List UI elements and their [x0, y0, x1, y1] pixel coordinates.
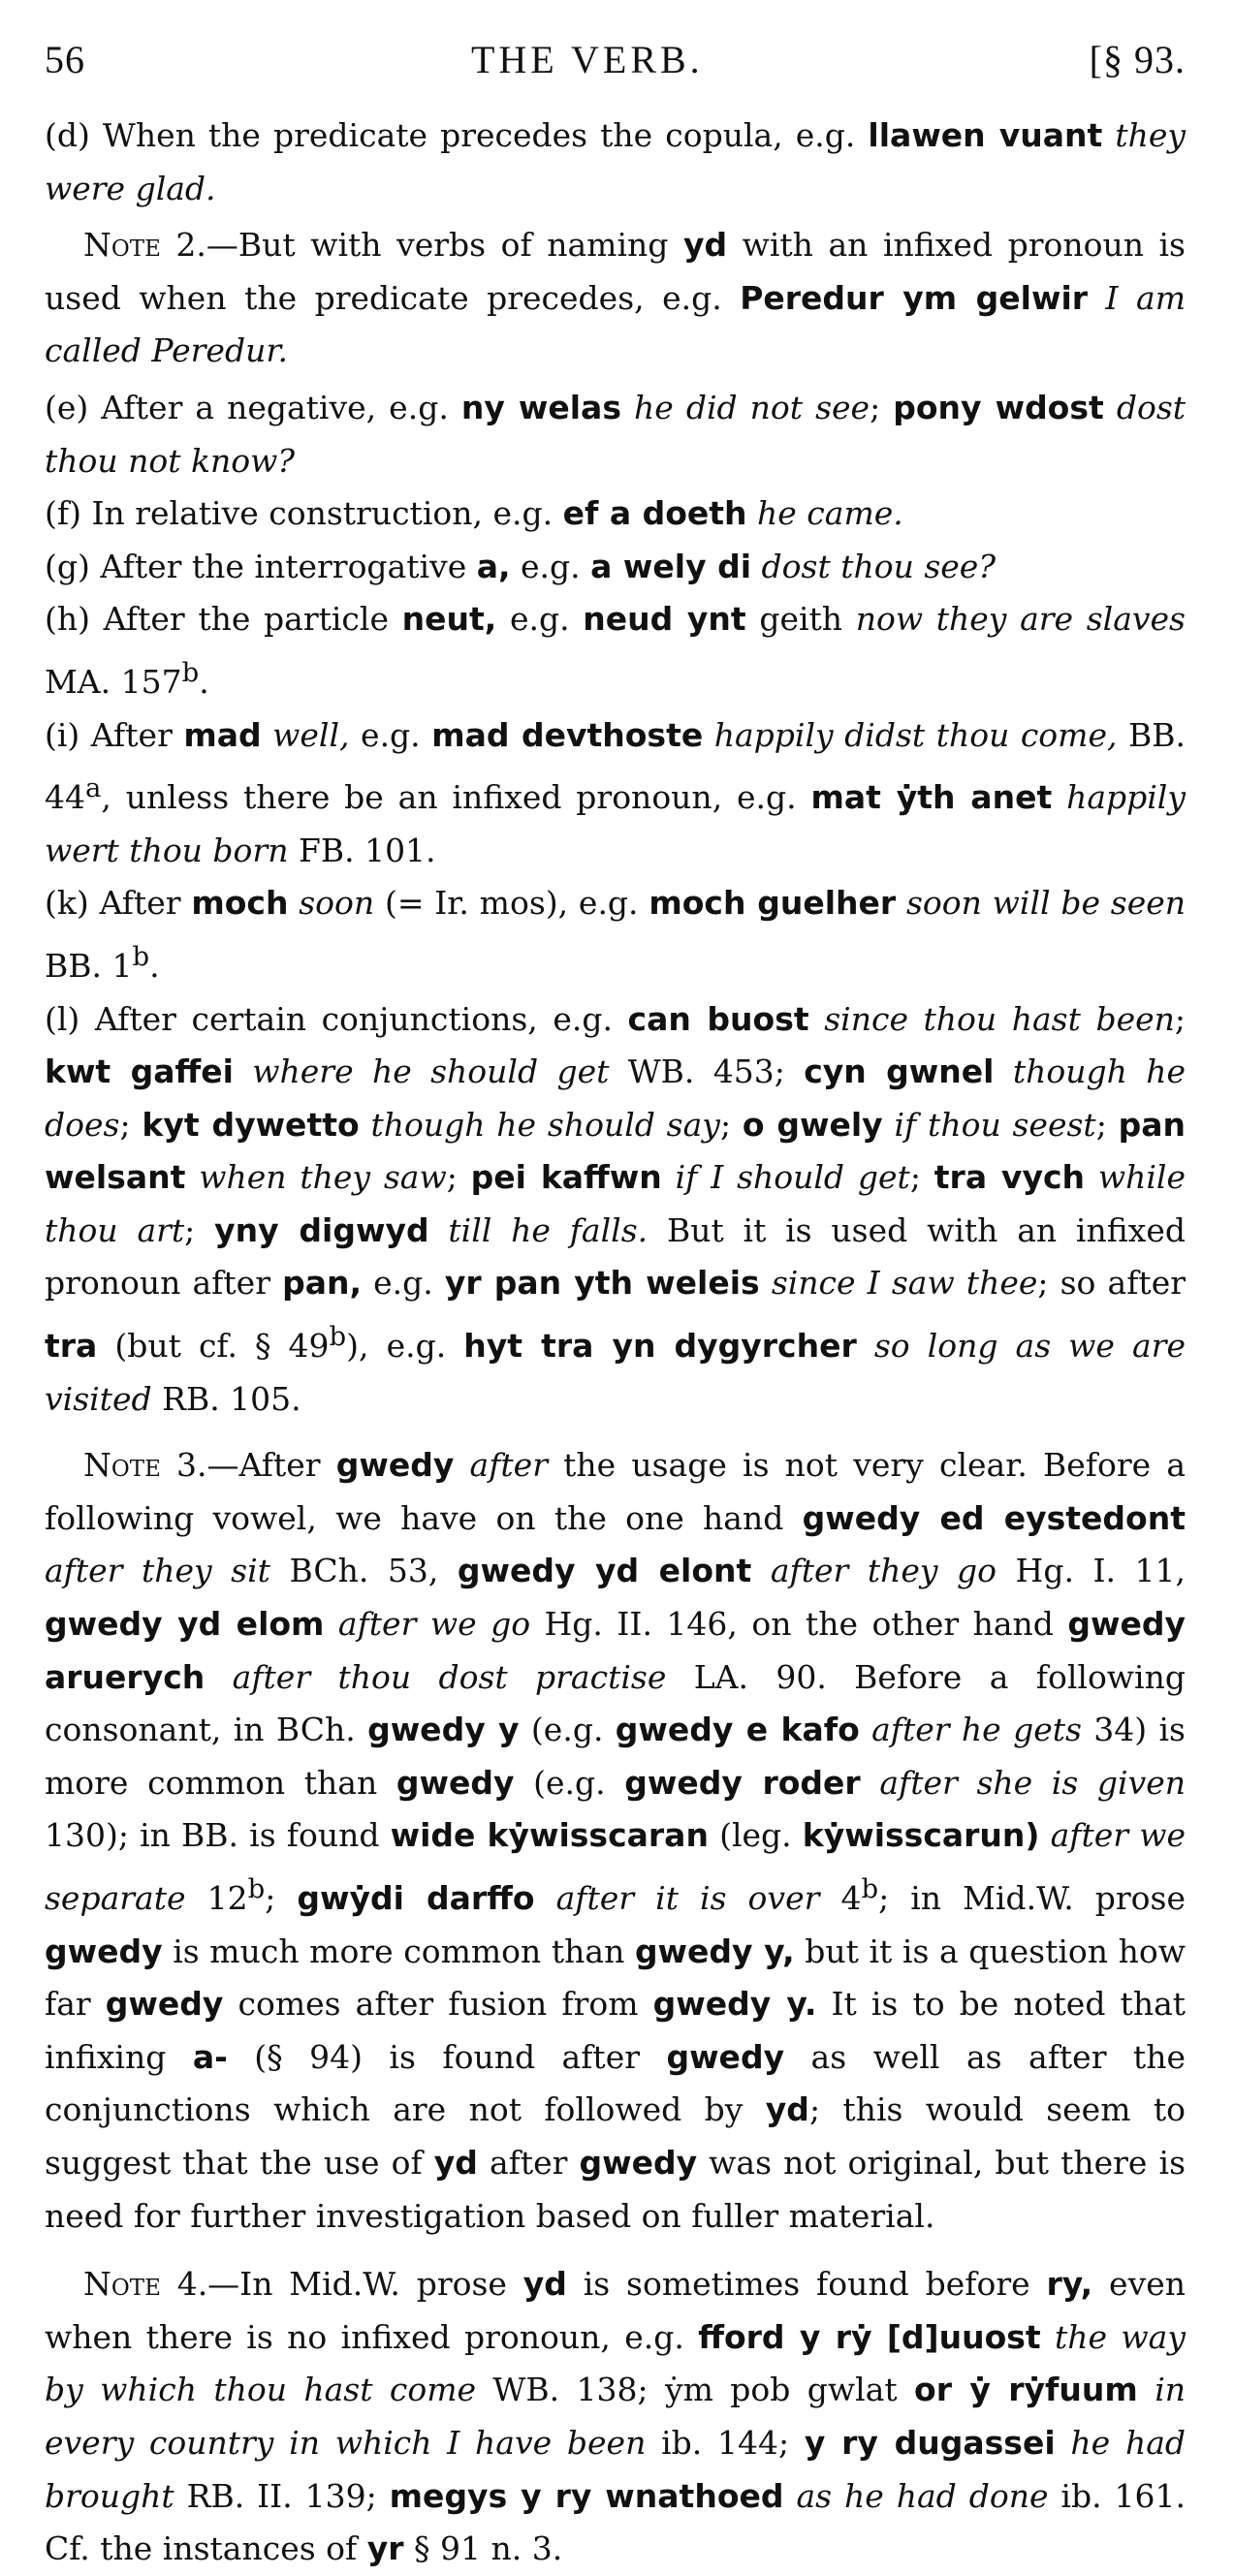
paragraph-f: (f) In relative construction, e.g. ef a doeth he came.	[45, 494, 903, 533]
note-3: Note 3.—After gwedy after the usage is not very clear. Before a following vowel, we have on the one hand gwedy ed eystedont after they sit BCh. 53, gwedy yd elont after they go Hg. I. 11, gwedy yd elom after we go Hg. II. 146, on the other hand gwedy aruerych after thou dost practise LA. 90. Before a following consonant, in BCh. gwedy y (e.g. gwedy e kafo after he gets 34) is more common than gwedy (e.g. gwedy roder after she is given 130); in BB. is found wide kẏwisscaran (leg. kẏwisscarun) after we separate 12$^b$; gwẏdi darffo after it is over 4$^b$; in Mid.W. prose gwedy is much more common than gwedy y, but it is a question how far gwedy comes after fusion from gwedy y. It is to be noted that infixing a- (§ 94) is found after gwedy as well as after the conjunctions which are not followed by yd; this would seem to suggest that the use of yd after gwedy was not original, but there is need for further investigation based on fuller material.	[45, 1446, 1187, 2235]
paragraph-e: (e) After a negative, e.g. ny welas he did not see; pony wdost dost thou not know?	[45, 388, 1187, 480]
main-text	[45, 110, 1186, 2576]
note-4: Note 4.—In Mid.W. prose yd is sometimes found before ry, even when there is no infixed pronoun, e.g. fford y rẏ [d]uuost the way by which thou hast come WB. 138; ẏm pob gwlat or ẏ rẏfuum in every country in which I have been ib. 144; y ry dugassei he had brought RB. II. 139; megys y ry wnathoed as he had done ib. 161. Cf. the instances of yr § 91 n. 3.	[45, 2265, 1186, 2568]
paragraph-h: (h) After the particle neut, e.g. neud ynt geith now they are slaves MA. 157$^b$.	[45, 600, 1186, 701]
paragraph-g: (g) After the interrogative a, e.g. a wely di dost thou see?	[45, 547, 997, 585]
paragraph-i: (i) After mad well, e.g. mad devthoste happily didst thou come, BB. 44$^a$, unless there be an infixed pronoun, e.g. mat ẏth anet happily wert thou born FB. 101.	[45, 715, 1186, 869]
note-2: Note 2.—But with verbs of naming yd with an infixed pronoun is used when the predicate precedes, e.g. Peredur ym gelwir I am called Peredur.	[45, 226, 1187, 370]
running-header	[45, 37, 1186, 82]
paragraph-k: (k) After moch soon (= Ir. mos), e.g. moch guelher soon will be seen BB. 1$^b$.	[45, 884, 1186, 985]
paragraph-d: (d) When the predicate precedes the copula, e.g. llawen vuant they were glad.	[45, 116, 1186, 207]
running-title: THE VERB.	[470, 38, 704, 81]
section-marker: [§ 93.	[1089, 38, 1186, 81]
page-number: 56	[45, 38, 85, 81]
paragraph-l: (l) After certain conjunctions, e.g. can buost since thou hast been; kwt gaffei where he should get WB. 453; cyn gwnel though he does; kyt dywetto though he should say; o gwely if thou seest; pan welsant when they saw; pei kaffwn if I should get; tra vych while thou art; yny digwyd till he falls. But it is used with an infixed pronoun after pan, e.g. yr pan yth weleis since I saw thee; so after tra (but cf. § 49$^b$), e.g. hyt tra yn dygyrcher so long as we are visited RB. 105.	[45, 999, 1187, 1418]
